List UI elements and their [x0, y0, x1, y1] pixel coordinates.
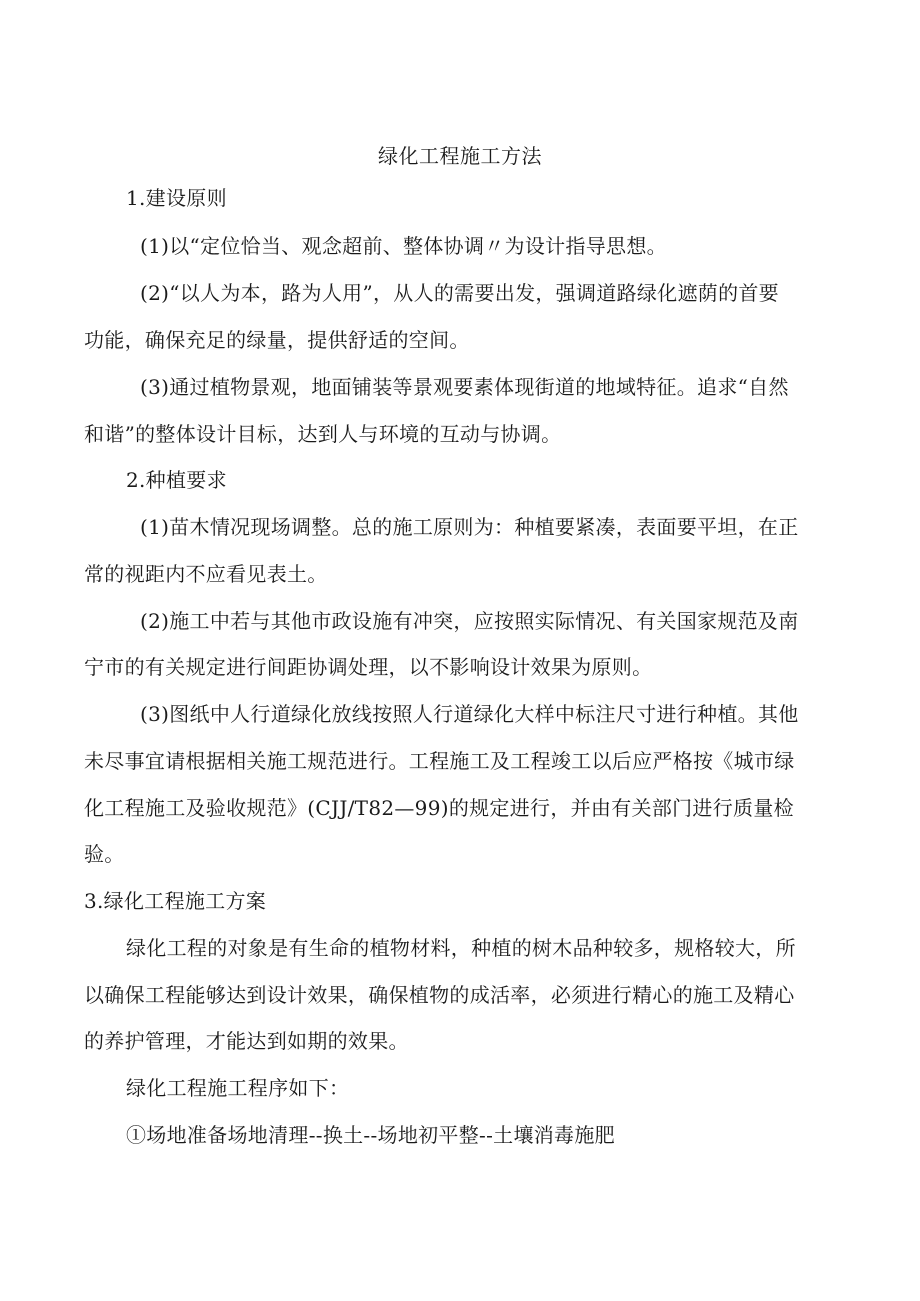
paragraph-line: 绿化工程施工程序如下：	[126, 1076, 350, 1100]
paragraph-line: (1)苗木情况现场调整。总的施工原则为：种植要紧凑，表面要平坦，在正	[140, 515, 799, 539]
heading-greening-plan: 3.绿化工程施工方案	[84, 889, 267, 913]
paragraph-line: 常的视距内不应看见表土。	[84, 562, 328, 586]
paragraph-line: (3)通过植物景观，地面铺装等景观要素体现街道的地域特征。追求“自然	[140, 375, 789, 399]
paragraph-line: (2)“以人为本，路为人用”，从人的需要出发，强调道路绿化遮荫的首要	[140, 281, 779, 305]
paragraph-line: 和谐”的整体设计目标，达到人与环境的互动与协调。	[84, 422, 562, 446]
document-title: 绿化工程施工方法	[378, 144, 542, 168]
paragraph-line: 宁市的有关规定进行间距协调处理，以不影响设计效果为原则。	[84, 655, 653, 679]
paragraph-line: 以确保工程能够达到设计效果，确保植物的成活率，必须进行精心的施工及精心	[84, 983, 795, 1007]
paragraph-line: 验。	[84, 842, 125, 866]
paragraph-line: 的养护管理，才能达到如期的效果。	[84, 1029, 409, 1053]
paragraph-line: 化工程施工及验收规范》(CJJ/T82—99)的规定进行，并由有关部门进行质量检	[84, 796, 794, 820]
procedure-step-1: ①场地准备场地清理--换土--场地初平整--土壤消毒施肥	[126, 1123, 615, 1147]
heading-construction-principles: 1.建设原则	[126, 186, 227, 210]
paragraph-line: 绿化工程的对象是有生命的植物材料，种植的树木品种较多，规格较大，所	[126, 936, 796, 960]
paragraph-line: (3)图纸中人行道绿化放线按照人行道绿化大样中标注尺寸进行种植。其他	[140, 702, 799, 726]
heading-planting-requirements: 2.种植要求	[126, 468, 227, 492]
paragraph-line: 未尽事宜请根据相关施工规范进行。工程施工及工程竣工以后应严格按《城市绿	[84, 749, 795, 773]
paragraph-line: 功能，确保充足的绿量，提供舒适的空间。	[84, 328, 470, 352]
paragraph-line: (2)施工中若与其他市政设施有冲突，应按照实际情况、有关国家规范及南	[140, 609, 799, 633]
paragraph-line: (1)以“定位恰当、观念超前、整体协调〃为设计指导思想。	[140, 234, 667, 258]
